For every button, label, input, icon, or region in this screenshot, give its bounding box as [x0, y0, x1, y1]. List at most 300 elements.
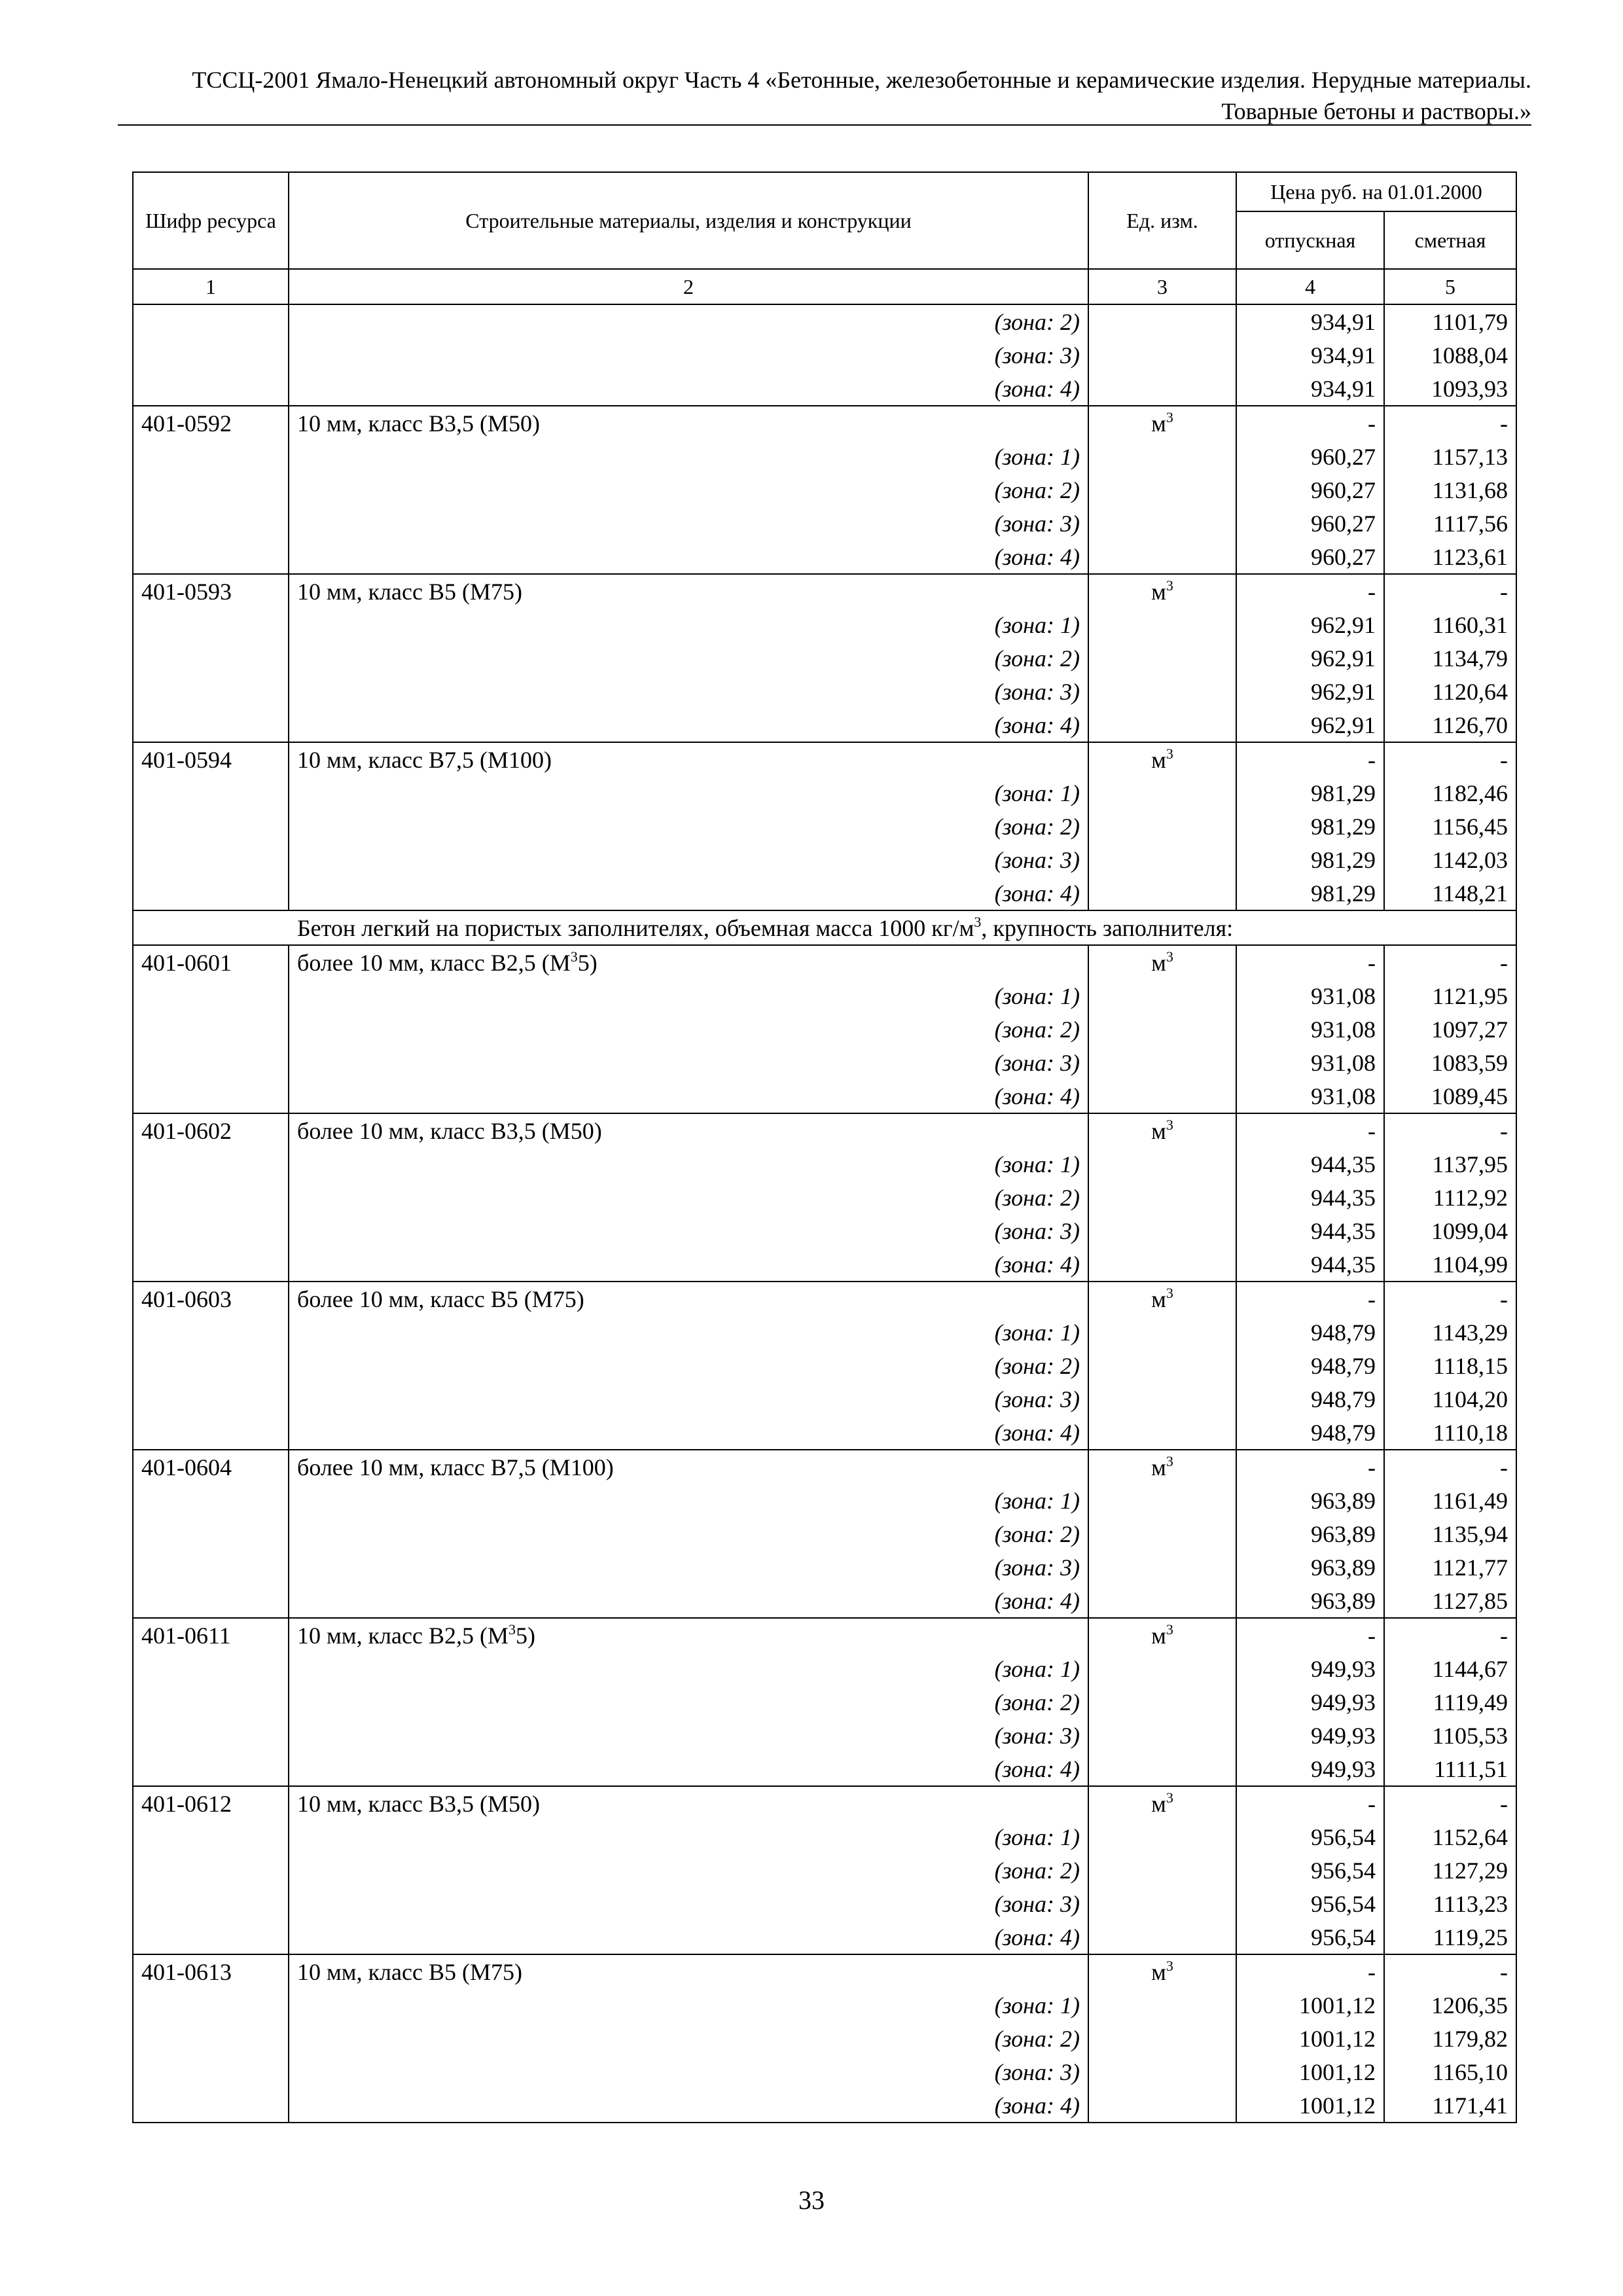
- unit-cell: [1088, 708, 1236, 742]
- unit-cell: [1088, 641, 1236, 675]
- code-cell: [133, 1416, 289, 1450]
- release-price: 931,08: [1236, 979, 1384, 1013]
- estimate-price: 1104,99: [1384, 1247, 1516, 1282]
- code-cell: [133, 1752, 289, 1786]
- column-number-row: [133, 269, 1516, 304]
- col-price-header: Цена руб. на 01.01.2000: [1236, 172, 1516, 211]
- estimate-price: 1093,93: [1384, 372, 1516, 406]
- item-name: [289, 1113, 1088, 1147]
- unit-cell: [1088, 1013, 1236, 1046]
- code-cell: [133, 1316, 289, 1349]
- release-price: 948,79: [1236, 1316, 1384, 1349]
- estimate-price: 1101,79: [1384, 304, 1516, 338]
- unit-text: м: [1151, 1958, 1166, 1985]
- unit-cell: [1088, 945, 1236, 979]
- code-cell: [133, 608, 289, 641]
- estimate-price: -: [1384, 945, 1516, 979]
- zone-label: (зона: 1): [289, 1316, 1088, 1349]
- zone-row: [133, 1214, 1516, 1247]
- zone-label: (зона: 4): [289, 1920, 1088, 1954]
- header-row-1: [133, 172, 1516, 211]
- estimate-price: -: [1384, 742, 1516, 776]
- release-price: 934,91: [1236, 338, 1384, 372]
- estimate-price: 1123,61: [1384, 540, 1516, 574]
- zone-label: (зона: 4): [289, 540, 1088, 574]
- superscript: 3: [1166, 408, 1173, 425]
- table-row: [133, 1954, 1516, 1988]
- estimate-price: 1112,92: [1384, 1181, 1516, 1214]
- unit-cell: [1088, 1988, 1236, 2022]
- item-name-text: более 10 мм, класс В2,5 (М: [297, 949, 571, 976]
- resource-code: 401-0593: [133, 574, 289, 608]
- code-cell: [133, 1719, 289, 1752]
- unit-cell: [1088, 1618, 1236, 1652]
- estimate-price: 1117,56: [1384, 507, 1516, 540]
- estimate-price: 1144,67: [1384, 1652, 1516, 1685]
- unit-cell: [1088, 574, 1236, 608]
- estimate-price: 1119,49: [1384, 1685, 1516, 1719]
- estimate-price: 1148,21: [1384, 876, 1516, 910]
- unit-cell: [1088, 1685, 1236, 1719]
- zone-row: [133, 1079, 1516, 1113]
- estimate-price: 1105,53: [1384, 1719, 1516, 1752]
- code-cell: [133, 1046, 289, 1079]
- zone-row: [133, 1349, 1516, 1382]
- group-heading: [133, 910, 1516, 945]
- estimate-price: 1111,51: [1384, 1752, 1516, 1786]
- item-name-text: 10 мм, класс В3,5 (М50): [297, 1790, 540, 1817]
- estimate-price: 1137,95: [1384, 1147, 1516, 1181]
- zone-row: [133, 641, 1516, 675]
- estimate-price: 1131,68: [1384, 473, 1516, 507]
- code-cell: [133, 473, 289, 507]
- estimate-price: -: [1384, 1113, 1516, 1147]
- unit-cell: [1088, 1584, 1236, 1618]
- release-price: -: [1236, 1113, 1384, 1147]
- col-code-header: Шифр ресурса: [133, 172, 289, 269]
- zone-label: (зона: 2): [289, 1349, 1088, 1382]
- code-cell: [133, 843, 289, 876]
- table-row: [133, 1282, 1516, 1316]
- release-price: 949,93: [1236, 1719, 1384, 1752]
- release-price: 948,79: [1236, 1382, 1384, 1416]
- zone-label: (зона: 1): [289, 1147, 1088, 1181]
- resource-code: 401-0603: [133, 1282, 289, 1316]
- estimate-price: 1156,45: [1384, 810, 1516, 843]
- zone-row: [133, 440, 1516, 473]
- code-cell: [133, 979, 289, 1013]
- unit-cell: [1088, 1282, 1236, 1316]
- zone-row: [133, 979, 1516, 1013]
- release-price: -: [1236, 1450, 1384, 1484]
- zone-row: [133, 1820, 1516, 1854]
- zone-row: [133, 338, 1516, 372]
- zone-row: [133, 2055, 1516, 2089]
- table-row: [133, 574, 1516, 608]
- superscript: 3: [1166, 1116, 1173, 1133]
- superscript: 3: [1166, 1957, 1173, 1974]
- estimate-price: 1165,10: [1384, 2055, 1516, 2089]
- unit-cell: [1088, 1920, 1236, 1954]
- zone-row: [133, 304, 1516, 338]
- table-row: [133, 406, 1516, 440]
- code-cell: [133, 1013, 289, 1046]
- estimate-price: 1161,49: [1384, 1484, 1516, 1517]
- unit-text: м: [1151, 578, 1166, 605]
- code-cell: [133, 1382, 289, 1416]
- unit-cell: [1088, 2055, 1236, 2089]
- code-cell: [133, 2022, 289, 2055]
- zone-row: [133, 776, 1516, 810]
- unit-cell: [1088, 1079, 1236, 1113]
- code-cell: [133, 1820, 289, 1854]
- unit-cell: [1088, 1820, 1236, 1854]
- estimate-price: -: [1384, 1282, 1516, 1316]
- resource-code: 401-0592: [133, 406, 289, 440]
- zone-row: [133, 708, 1516, 742]
- code-cell: [133, 304, 289, 338]
- code-cell: [133, 507, 289, 540]
- group-heading-text: , крупность заполнителя:: [981, 914, 1234, 941]
- release-price: 1001,12: [1236, 2055, 1384, 2089]
- release-price: -: [1236, 742, 1384, 776]
- code-cell: [133, 2055, 289, 2089]
- zone-row: [133, 876, 1516, 910]
- col-estimate-header: сметная: [1384, 211, 1516, 269]
- zone-label: (зона: 1): [289, 440, 1088, 473]
- zone-label: (зона: 3): [289, 2055, 1088, 2089]
- zone-label: (зона: 3): [289, 1887, 1088, 1920]
- col-number: 5: [1384, 269, 1516, 304]
- release-price: 944,35: [1236, 1247, 1384, 1282]
- zone-row: [133, 507, 1516, 540]
- table-row: [133, 742, 1516, 776]
- unit-cell: [1088, 1719, 1236, 1752]
- zone-label: (зона: 2): [289, 810, 1088, 843]
- group-heading-row: [133, 910, 1516, 945]
- code-cell: [133, 1181, 289, 1214]
- zone-label: (зона: 3): [289, 1046, 1088, 1079]
- estimate-price: 1142,03: [1384, 843, 1516, 876]
- zone-row: [133, 2022, 1516, 2055]
- unit-cell: [1088, 2089, 1236, 2123]
- unit-cell: [1088, 1854, 1236, 1887]
- code-cell: [133, 1517, 289, 1551]
- code-cell: [133, 1484, 289, 1517]
- zone-label: (зона: 1): [289, 1652, 1088, 1685]
- unit-cell: [1088, 979, 1236, 1013]
- zone-row: [133, 1247, 1516, 1282]
- estimate-price: -: [1384, 574, 1516, 608]
- superscript: 3: [1166, 948, 1173, 965]
- zone-row: [133, 1147, 1516, 1181]
- release-price: 944,35: [1236, 1181, 1384, 1214]
- zone-label: (зона: 2): [289, 1013, 1088, 1046]
- unit-cell: [1088, 1517, 1236, 1551]
- zone-label: (зона: 3): [289, 675, 1088, 708]
- col-unit-header: Ед. изм.: [1088, 172, 1236, 269]
- code-cell: [133, 708, 289, 742]
- col-number: 3: [1088, 269, 1236, 304]
- unit-cell: [1088, 1214, 1236, 1247]
- item-name-text: 10 мм, класс В2,5 (М: [297, 1622, 508, 1649]
- zone-label: (зона: 1): [289, 776, 1088, 810]
- estimate-price: 1126,70: [1384, 708, 1516, 742]
- zone-row: [133, 843, 1516, 876]
- release-price: 960,27: [1236, 473, 1384, 507]
- unit-cell: [1088, 2022, 1236, 2055]
- estimate-price: 1113,23: [1384, 1887, 1516, 1920]
- table-row: [133, 1450, 1516, 1484]
- code-cell: [133, 1854, 289, 1887]
- zone-label: (зона: 2): [289, 641, 1088, 675]
- estimate-price: 1083,59: [1384, 1046, 1516, 1079]
- zone-row: [133, 473, 1516, 507]
- unit-text: м: [1151, 746, 1166, 773]
- zone-row: [133, 675, 1516, 708]
- zone-row: [133, 1920, 1516, 1954]
- unit-cell: [1088, 810, 1236, 843]
- code-cell: [133, 338, 289, 372]
- release-price: 944,35: [1236, 1214, 1384, 1247]
- release-price: 962,91: [1236, 708, 1384, 742]
- unit-text: м: [1151, 1622, 1166, 1649]
- zone-row: [133, 1854, 1516, 1887]
- table-row: [133, 1786, 1516, 1820]
- price-table: [132, 171, 1517, 2123]
- code-cell: [133, 1147, 289, 1181]
- estimate-price: 1179,82: [1384, 2022, 1516, 2055]
- superscript: 3: [1166, 1452, 1173, 1469]
- code-cell: [133, 1247, 289, 1282]
- zone-row: [133, 1484, 1516, 1517]
- zone-label: (зона: 3): [289, 1551, 1088, 1584]
- estimate-price: 1110,18: [1384, 1416, 1516, 1450]
- code-cell: [133, 1349, 289, 1382]
- unit-cell: [1088, 843, 1236, 876]
- item-name-text: 5): [515, 1622, 535, 1649]
- release-price: 981,29: [1236, 810, 1384, 843]
- release-price: 1001,12: [1236, 1988, 1384, 2022]
- unit-cell: [1088, 406, 1236, 440]
- zone-row: [133, 1181, 1516, 1214]
- header-rule: [118, 124, 1531, 126]
- release-price: 931,08: [1236, 1046, 1384, 1079]
- release-price: 981,29: [1236, 843, 1384, 876]
- estimate-price: 1206,35: [1384, 1988, 1516, 2022]
- unit-cell: [1088, 540, 1236, 574]
- item-name-text: 10 мм, класс В5 (М75): [297, 1958, 522, 1985]
- resource-code: 401-0602: [133, 1113, 289, 1147]
- code-cell: [133, 440, 289, 473]
- unit-cell: [1088, 507, 1236, 540]
- zone-row: [133, 1584, 1516, 1618]
- header-line-1: ТССЦ-2001 Ямало-Ненецкий автономный округ Часть 4 «Бетонные, железобетонные и керамические изделия. Нерудные материалы.: [192, 67, 1531, 93]
- release-price: -: [1236, 406, 1384, 440]
- release-price: 931,08: [1236, 1013, 1384, 1046]
- unit-cell: [1088, 473, 1236, 507]
- code-cell: [133, 1920, 289, 1954]
- code-cell: [133, 876, 289, 910]
- release-price: -: [1236, 1786, 1384, 1820]
- unit-cell: [1088, 304, 1236, 338]
- resource-code: 401-0611: [133, 1618, 289, 1652]
- unit-text: м: [1151, 949, 1166, 976]
- zone-row: [133, 1551, 1516, 1584]
- resource-code: 401-0613: [133, 1954, 289, 1988]
- release-price: 931,08: [1236, 1079, 1384, 1113]
- release-price: -: [1236, 1954, 1384, 1988]
- code-cell: [133, 1685, 289, 1719]
- code-cell: [133, 540, 289, 574]
- unit-cell: [1088, 876, 1236, 910]
- unit-cell: [1088, 1954, 1236, 1988]
- zone-row: [133, 1652, 1516, 1685]
- zone-label: (зона: 2): [289, 304, 1088, 338]
- zone-label: (зона: 3): [289, 1382, 1088, 1416]
- table-row: [133, 1618, 1516, 1652]
- estimate-price: 1118,15: [1384, 1349, 1516, 1382]
- release-price: 948,79: [1236, 1349, 1384, 1382]
- superscript: 3: [974, 913, 982, 930]
- estimate-price: -: [1384, 1786, 1516, 1820]
- zone-label: (зона: 3): [289, 338, 1088, 372]
- zone-row: [133, 1382, 1516, 1416]
- zone-row: [133, 1517, 1516, 1551]
- resource-code: 401-0594: [133, 742, 289, 776]
- item-name-text: 5): [577, 949, 597, 976]
- table-body: [133, 304, 1516, 2123]
- release-price: -: [1236, 945, 1384, 979]
- col-release-header: отпускная: [1236, 211, 1384, 269]
- superscript: 3: [1166, 1284, 1173, 1301]
- code-cell: [133, 2089, 289, 2123]
- item-name: 10 мм, класс В7,5 (М100): [289, 742, 1088, 776]
- zone-label: (зона: 4): [289, 876, 1088, 910]
- unit-cell: [1088, 1752, 1236, 1786]
- release-price: 962,91: [1236, 641, 1384, 675]
- zone-row: [133, 1887, 1516, 1920]
- code-cell: [133, 1652, 289, 1685]
- release-price: 981,29: [1236, 876, 1384, 910]
- superscript: 3: [1166, 1789, 1173, 1806]
- page-number: 33: [798, 2185, 825, 2215]
- release-price: 1001,12: [1236, 2089, 1384, 2123]
- estimate-price: 1182,46: [1384, 776, 1516, 810]
- zone-row: [133, 372, 1516, 406]
- unit-cell: [1088, 1247, 1236, 1282]
- zone-label: (зона: 1): [289, 608, 1088, 641]
- release-price: 948,79: [1236, 1416, 1384, 1450]
- superscript: 3: [1166, 577, 1173, 594]
- estimate-price: -: [1384, 1618, 1516, 1652]
- unit-cell: [1088, 1382, 1236, 1416]
- release-price: 962,91: [1236, 608, 1384, 641]
- estimate-price: 1121,95: [1384, 979, 1516, 1013]
- release-price: 960,27: [1236, 540, 1384, 574]
- zone-label: (зона: 4): [289, 1752, 1088, 1786]
- zone-label: (зона: 1): [289, 979, 1088, 1013]
- release-price: 960,27: [1236, 440, 1384, 473]
- release-price: 956,54: [1236, 1920, 1384, 1954]
- zone-label: (зона: 4): [289, 372, 1088, 406]
- group-heading-text: Бетон легкий на пористых заполнителях, объемная масса 1000 кг/м: [297, 914, 974, 941]
- unit-cell: [1088, 1147, 1236, 1181]
- zone-row: [133, 1046, 1516, 1079]
- item-name: 10 мм, класс В3,5 (М50): [289, 406, 1088, 440]
- unit-text: м: [1151, 1790, 1166, 1817]
- estimate-price: -: [1384, 1954, 1516, 1988]
- release-price: 963,89: [1236, 1584, 1384, 1618]
- item-name: [289, 1618, 1088, 1652]
- item-name: [289, 1282, 1088, 1316]
- estimate-price: 1152,64: [1384, 1820, 1516, 1854]
- col-number: 2: [289, 269, 1088, 304]
- unit-cell: [1088, 440, 1236, 473]
- release-price: 949,93: [1236, 1652, 1384, 1685]
- zone-label: (зона: 3): [289, 1719, 1088, 1752]
- zone-label: (зона: 4): [289, 1584, 1088, 1618]
- unit-cell: [1088, 1113, 1236, 1147]
- unit-text: м: [1151, 1117, 1166, 1144]
- code-cell: [133, 1079, 289, 1113]
- unit-cell: [1088, 1316, 1236, 1349]
- unit-cell: [1088, 1484, 1236, 1517]
- estimate-price: 1119,25: [1384, 1920, 1516, 1954]
- estimate-price: 1127,85: [1384, 1584, 1516, 1618]
- estimate-price: 1120,64: [1384, 675, 1516, 708]
- estimate-price: 1134,79: [1384, 641, 1516, 675]
- zone-row: [133, 540, 1516, 574]
- estimate-price: -: [1384, 1450, 1516, 1484]
- estimate-price: 1099,04: [1384, 1214, 1516, 1247]
- estimate-price: 1104,20: [1384, 1382, 1516, 1416]
- estimate-price: 1171,41: [1384, 2089, 1516, 2123]
- superscript: 3: [508, 1621, 516, 1638]
- zone-row: [133, 1988, 1516, 2022]
- item-name-text: более 10 мм, класс В7,5 (М100): [297, 1454, 614, 1480]
- unit-cell: [1088, 1349, 1236, 1382]
- item-name: 10 мм, класс В5 (М75): [289, 574, 1088, 608]
- code-cell: [133, 675, 289, 708]
- code-cell: [133, 810, 289, 843]
- zone-label: (зона: 2): [289, 473, 1088, 507]
- zone-label: (зона: 2): [289, 1854, 1088, 1887]
- unit-text: м: [1151, 1285, 1166, 1312]
- release-price: -: [1236, 1282, 1384, 1316]
- zone-label: (зона: 2): [289, 1685, 1088, 1719]
- unit-cell: [1088, 608, 1236, 641]
- resource-code: 401-0604: [133, 1450, 289, 1484]
- item-name: [289, 1786, 1088, 1820]
- zone-label: (зона: 4): [289, 2089, 1088, 2123]
- release-price: 956,54: [1236, 1820, 1384, 1854]
- estimate-price: 1143,29: [1384, 1316, 1516, 1349]
- release-price: 963,89: [1236, 1551, 1384, 1584]
- header-line-2: Товарные бетоны и растворы.»: [1221, 98, 1531, 124]
- zone-row: [133, 1685, 1516, 1719]
- col-number: 1: [133, 269, 289, 304]
- item-name: [289, 1954, 1088, 1988]
- unit-cell: [1088, 1450, 1236, 1484]
- zone-label: (зона: 4): [289, 708, 1088, 742]
- unit-cell: [1088, 1416, 1236, 1450]
- estimate-price: -: [1384, 406, 1516, 440]
- zone-label: (зона: 2): [289, 2022, 1088, 2055]
- resource-code: 401-0601: [133, 945, 289, 979]
- table-row: [133, 945, 1516, 979]
- zone-row: [133, 1752, 1516, 1786]
